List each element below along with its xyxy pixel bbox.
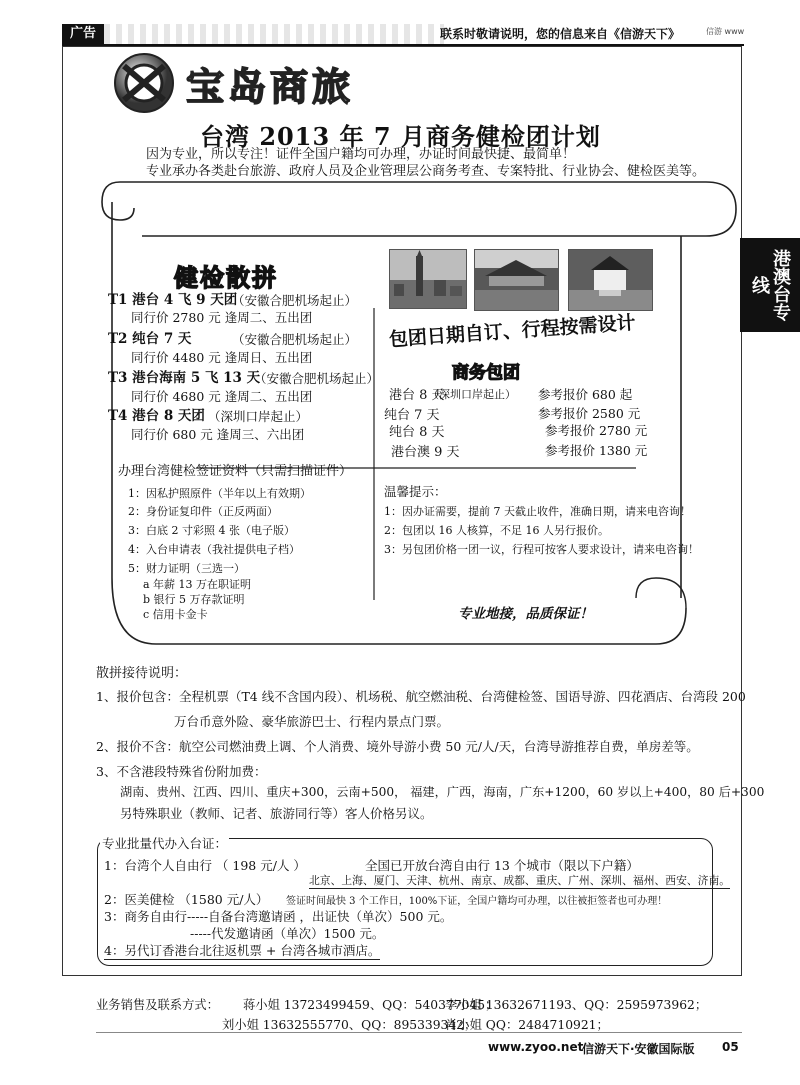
route-4-note: （深圳口岸起止） <box>208 409 309 424</box>
footer-publication: 信游天下·安徽国际版 <box>582 1042 695 1056</box>
header-brand-logo: 信游 www <box>706 27 745 36</box>
finance-b: b 银行 5 万存款证明 <box>143 593 245 606</box>
note-3: 3、不含港段特殊省份附加费： <box>96 764 267 779</box>
health-heading: 健检散拼 <box>174 263 278 292</box>
package-3-price: 参考报价 2780 元 <box>545 423 648 438</box>
notes-heading: 散拼接待说明： <box>96 666 188 681</box>
route-1-price: 同行价 2780 元 逢周二、五出团 <box>131 310 313 325</box>
note-3b: 另特殊职业（教师、记者、旅游同行等）客人价格另议。 <box>120 806 433 821</box>
header-note: 联系时敬请说明，您的信息来自《信游天下》 <box>440 27 681 41</box>
package-2-name: 纯台 7 天 <box>384 408 440 423</box>
contact-3: 刘小姐 13632555770、QQ：895339342； <box>222 1018 477 1032</box>
batch-cities: 北京、上海、厦门、天津、杭州、南京、成都、重庆、广州、深圳、福州、西安、济南。 <box>309 874 731 887</box>
note-3a: 湖南、贵州、江西、四川、重庆+300，云南+500， 福建，广西，海南，广东+1200，60 岁以上+400，80 后+300 <box>120 785 765 799</box>
batch-row-3b: -----代发邀请函（单次）1500 元。 <box>190 926 385 941</box>
batch-row-2-note: 签证时间最快 3 个工作日，100%下证，全国户籍均可办理，以往被拒签者也可办理！ <box>286 896 668 907</box>
header-band <box>104 24 444 44</box>
package-1-note: （深圳口岸起止） <box>428 388 516 401</box>
note-1b: 万台币意外险、豪华旅游巴士、行程内景点门票。 <box>174 714 450 729</box>
route-2-name: T2 纯台 7 天 <box>108 331 192 347</box>
slogan: 专业地接，品质保证！ <box>458 606 593 622</box>
route-3-note: （安徽合肥机场起止） <box>254 371 380 386</box>
route-4-price: 同行价 680 元 逢周三、六出团 <box>131 427 305 442</box>
route-3-name: T3 港台海南 5 飞 13 天 <box>108 370 261 386</box>
intro-line-2: 专业承办各类赴台旅游、政府人员及企业管理层公商务考查、专案特批、行业协会、健检医美等。 <box>146 164 706 179</box>
package-1-price: 参考报价 680 起 <box>538 387 633 402</box>
route-1-name: T1 港台 4 飞 9 天团 <box>108 292 238 308</box>
contact-2: 李小姐 13632671193、QQ：2595973962； <box>445 998 708 1012</box>
batch-row-4: 4：另代订香港台北往返机票 + 台湾各城市酒店。 <box>104 943 381 958</box>
visa-heading: 办理台湾健检签证资料（只需扫描证件） <box>118 464 353 479</box>
package-3-name: 纯台 8 天 <box>389 425 445 440</box>
page-number: 05 <box>722 1040 739 1054</box>
visa-item-5: 5：财力证明（三选一） <box>128 562 245 575</box>
business-heading: 包团日期自订、行程按需设计 <box>388 311 637 351</box>
photo-memorial-hall <box>568 249 653 311</box>
package-1-name: 港台 8 天 <box>389 388 445 403</box>
route-1-note: （安徽合肥机场起止） <box>232 293 358 308</box>
route-2-price: 同行价 4480 元 逢周日、五出团 <box>131 350 313 365</box>
logo-name: 宝岛商旅 <box>186 64 355 109</box>
logo-mark-icon <box>112 52 176 114</box>
route-3-price: 同行价 4680 元 逢周二、五出团 <box>131 389 313 404</box>
photo-palace-museum <box>474 249 559 311</box>
business-subheading: 商务包团 <box>452 363 520 383</box>
ad-tag: 广告 <box>62 24 104 44</box>
contacts-label: 业务销售及联系方式： <box>96 998 219 1012</box>
route-2-note: （安徽合肥机场起止） <box>232 332 358 347</box>
contact-4: 肖小姐 QQ：2484710921； <box>445 1018 609 1032</box>
contact-1: 蒋小姐 13723499459、QQ：540377045； <box>243 998 498 1012</box>
photo-taipei-skyline <box>389 249 467 309</box>
finance-a: a 年薪 13 万在职证明 <box>143 578 252 591</box>
package-4-price: 参考报价 1380 元 <box>545 443 648 458</box>
batch-row-2: 2：医美健检 （1580 元/人） <box>104 892 269 907</box>
tip-1: 1：因办证需要，提前 7 天截止收件，准确日期，请来电咨询！ <box>384 505 691 518</box>
route-4-name: T4 港台 8 天团 <box>108 408 205 424</box>
tip-3: 3：另包团价格一团一议，行程可按客人要求设计，请来电咨询！ <box>384 543 699 556</box>
visa-item-4: 4：入台申请表（我社提供电子档） <box>128 543 300 556</box>
footer-rule <box>96 1032 742 1033</box>
footer-url: www.zyoo.net <box>488 1040 584 1054</box>
tips-heading: 温馨提示： <box>384 484 447 499</box>
batch-row-1: 1：台湾个人自由行 （ 198 元/人 ） <box>104 858 306 873</box>
visa-item-2: 2：身份证复印件（正反两面） <box>128 505 278 518</box>
package-2-price: 参考报价 2580 元 <box>538 406 641 421</box>
note-2: 2、报价不含：航空公司燃油费上调、个人消费、境外导游小费 50 元/人/天，台湾导游推荐自费，单房差等。 <box>96 739 699 754</box>
side-tab: 港澳台专线 <box>740 238 800 332</box>
batch-row-1-note: 全国已开放台湾自由行 13 个城市（限以下户籍） <box>365 858 639 873</box>
ad-title: 台湾 2013 年 7 月商务健检团计划 <box>200 122 601 151</box>
finance-c: c 信用卡金卡 <box>143 608 208 621</box>
batch-heading: 专业批量代办入台证： <box>102 836 228 851</box>
tip-2: 2：包团以 16 人核算，不足 16 人另行报价。 <box>384 524 609 537</box>
note-1a: 1、报价包含：全程机票（T4 线不含国内段）、机场税、航空燃油税、台湾健检签、国语导游、四花酒店、台湾段 200 <box>96 689 746 704</box>
package-4-name: 港台澳 9 天 <box>391 445 460 460</box>
visa-item-3: 3：白底 2 寸彩照 4 张（电子版） <box>128 524 295 537</box>
visa-item-1: 1：因私护照原件（半年以上有效期） <box>128 487 311 500</box>
intro-line-1: 因为专业，所以专注！证件全国户籍均可办理，办证时间最快捷、最简单！ <box>146 147 576 162</box>
batch-row-3: 3：商务自由行-----自备台湾邀请函 ，出证快（单次）500 元。 <box>104 909 453 924</box>
